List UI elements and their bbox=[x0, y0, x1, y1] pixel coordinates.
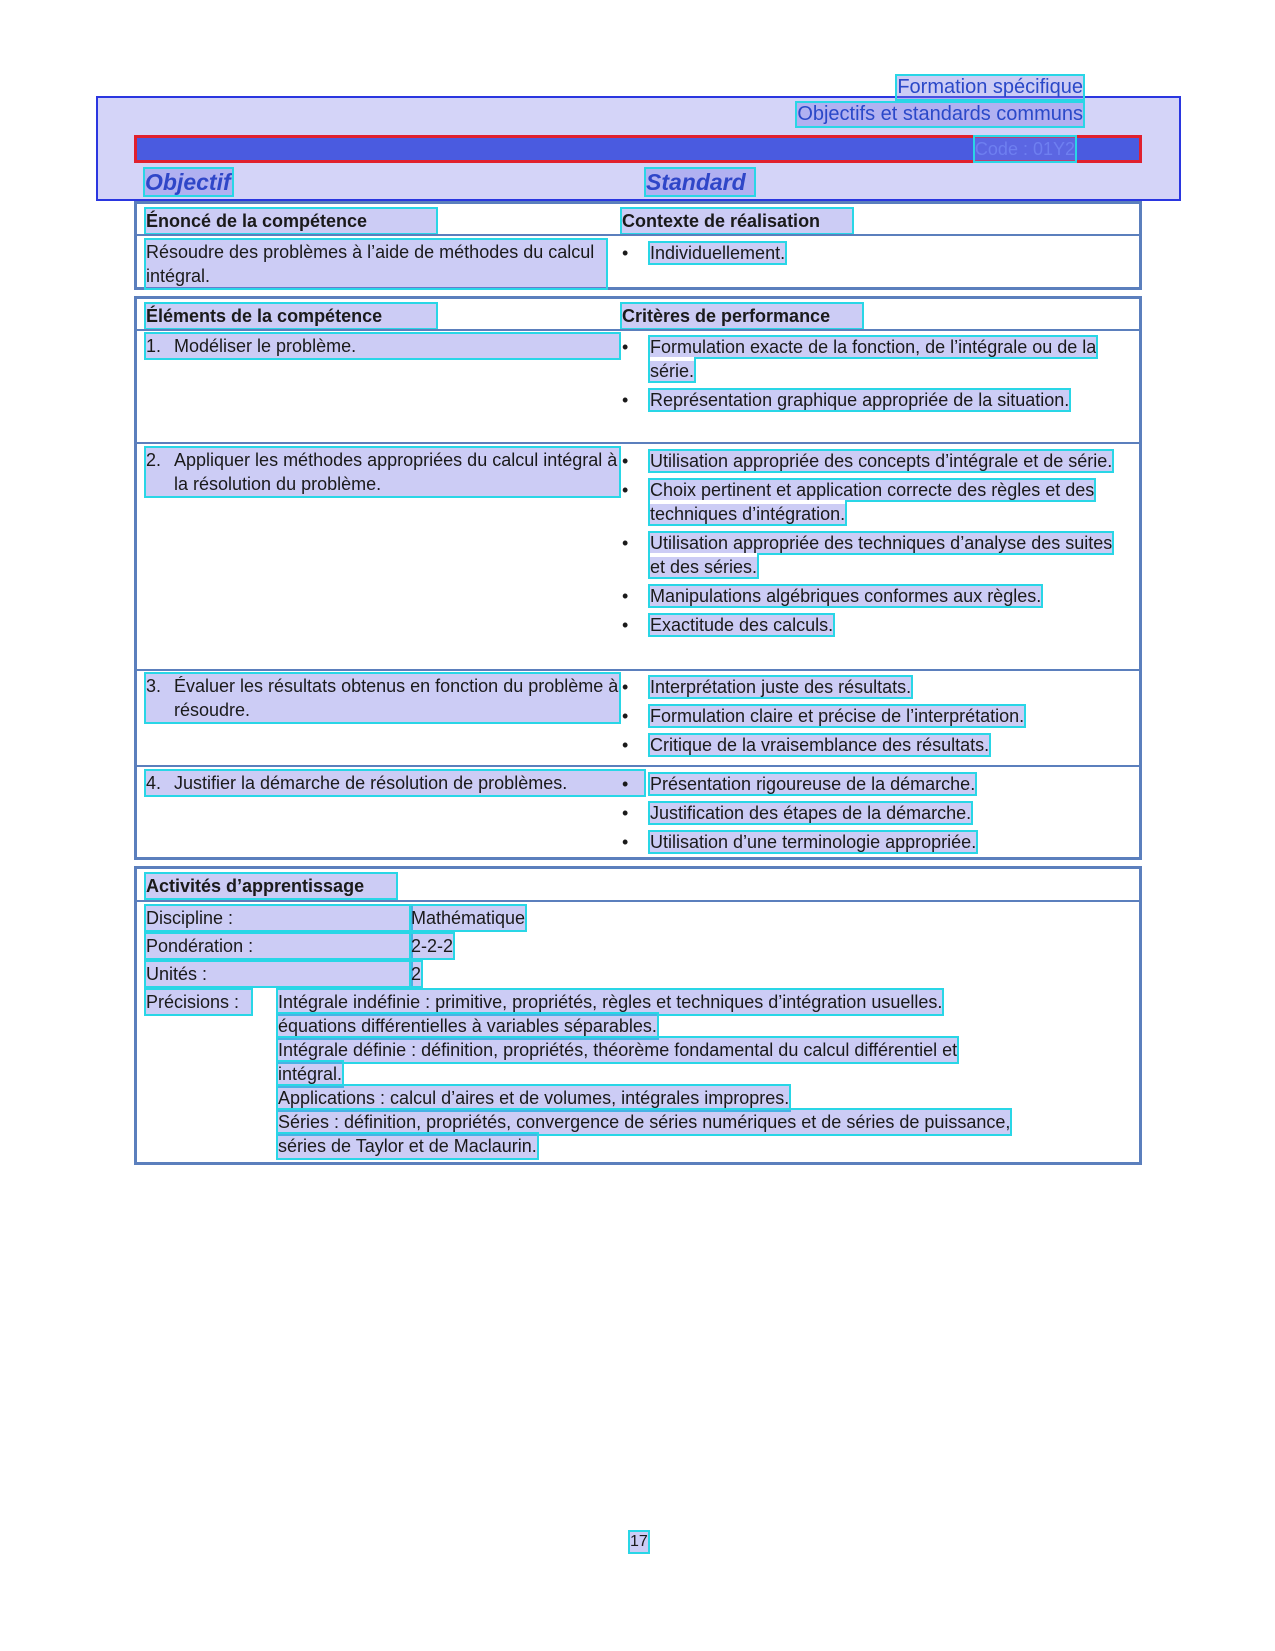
precisions-line: Applications : calcul d’aires et de volumes, intégrales impropres. bbox=[278, 1088, 790, 1108]
criteres-title: Critères de performance bbox=[622, 304, 862, 328]
element-num: 1. bbox=[146, 336, 162, 356]
critere-item: Manipulations algébriques conformes aux règles. bbox=[650, 586, 1042, 606]
activites-title: Activités d’apprentissage bbox=[146, 874, 396, 898]
critere-item: Choix pertinent et application correcte des règles et des techniques d’intégration. bbox=[650, 480, 1095, 524]
precisions-line: Intégrale définie : définition, propriétés, théorème fondamental du calcul différentiel et bbox=[278, 1040, 958, 1060]
discipline-value: Mathématique bbox=[411, 908, 526, 928]
critere-item: Justification des étapes de la démarche. bbox=[650, 803, 972, 823]
critere-item: Présentation rigoureuse de la démarche. bbox=[650, 774, 976, 794]
element-row-1 bbox=[146, 334, 616, 362]
critere-item: Critique de la vraisemblance des résultats. bbox=[650, 735, 990, 755]
critere-item: Exactitude des calculs. bbox=[650, 615, 834, 635]
precisions-line: Séries : définition, propriétés, convergence de séries numériques et de séries de puissance, bbox=[278, 1112, 1011, 1132]
ponderation-value: 2-2-2 bbox=[411, 936, 454, 956]
page-number: 17 bbox=[630, 1533, 648, 1550]
precisions-line: Intégrale indéfinie : primitive, propriétés, règles et techniques d’intégration usuelles. bbox=[278, 992, 943, 1012]
critere-item: Utilisation appropriée des concepts d’intégrale et de série. bbox=[650, 451, 1113, 471]
precisions-line: intégral. bbox=[278, 1064, 343, 1084]
enonce-title: Énoncé de la compétence bbox=[146, 209, 436, 233]
element-text: Évaluer les résultats obtenus en fonction du problème à résoudre. bbox=[174, 676, 619, 720]
critere-item: Utilisation appropriée des techniques d’analyse des suites et des séries. bbox=[650, 533, 1113, 577]
element-text: Modéliser le problème. bbox=[174, 336, 357, 356]
header-objectifs: Objectifs et standards communs bbox=[797, 103, 1083, 125]
critere-item: Utilisation d’une terminologie appropriée. bbox=[650, 832, 977, 852]
critere-item: Formulation claire et précise de l’interprétation. bbox=[650, 706, 1025, 726]
criteres-row-3 bbox=[622, 675, 1132, 762]
enonce-text: Résoudre des problèmes à l’aide de méthodes du calcul intégral. bbox=[146, 240, 606, 288]
ponderation-label: Pondération : bbox=[146, 934, 411, 958]
element-num: 2. bbox=[146, 450, 162, 470]
critere-item: Formulation exacte de la fonction, de l’intégrale ou de la série. bbox=[650, 337, 1097, 381]
contexte-title: Contexte de réalisation bbox=[622, 209, 852, 233]
element-num: 3. bbox=[146, 676, 162, 696]
precisions-line: équations différentielles à variables séparables. bbox=[278, 1016, 657, 1036]
objectif-title: Objectif bbox=[145, 169, 231, 195]
unites-value: 2 bbox=[411, 964, 422, 984]
criteres-row-4 bbox=[622, 772, 1132, 859]
activites-box bbox=[134, 866, 1142, 1165]
criteres-row-2 bbox=[622, 449, 1132, 642]
precisions-line: séries de Taylor et de Maclaurin. bbox=[278, 1136, 537, 1156]
element-text: Justifier la démarche de résolution de problèmes. bbox=[174, 773, 568, 793]
element-row-4 bbox=[146, 771, 616, 799]
elements-box bbox=[134, 296, 1142, 860]
element-num: 4. bbox=[146, 773, 162, 793]
course-code: Code : 01Y2 bbox=[974, 139, 1075, 159]
standard-title: Standard bbox=[646, 169, 754, 195]
element-row-3 bbox=[146, 674, 619, 726]
header-formation: Formation spécifique bbox=[897, 76, 1083, 98]
element-row-2 bbox=[146, 448, 616, 500]
critere-item: Représentation graphique appropriée de la situation. bbox=[650, 390, 1070, 410]
contexte-item: Individuellement. bbox=[650, 243, 786, 263]
element-text: Appliquer les méthodes appropriées du calcul intégral à la résolution du problème. bbox=[174, 450, 618, 494]
criteres-row-1 bbox=[622, 335, 1132, 417]
elements-title: Éléments de la compétence bbox=[146, 304, 436, 328]
competence-box bbox=[134, 201, 1142, 290]
critere-item: Interprétation juste des résultats. bbox=[650, 677, 912, 697]
unites-label: Unités : bbox=[146, 962, 411, 986]
contexte-list bbox=[622, 241, 1132, 270]
discipline-label: Discipline : bbox=[146, 906, 411, 930]
precisions-label: Précisions : bbox=[146, 990, 251, 1014]
